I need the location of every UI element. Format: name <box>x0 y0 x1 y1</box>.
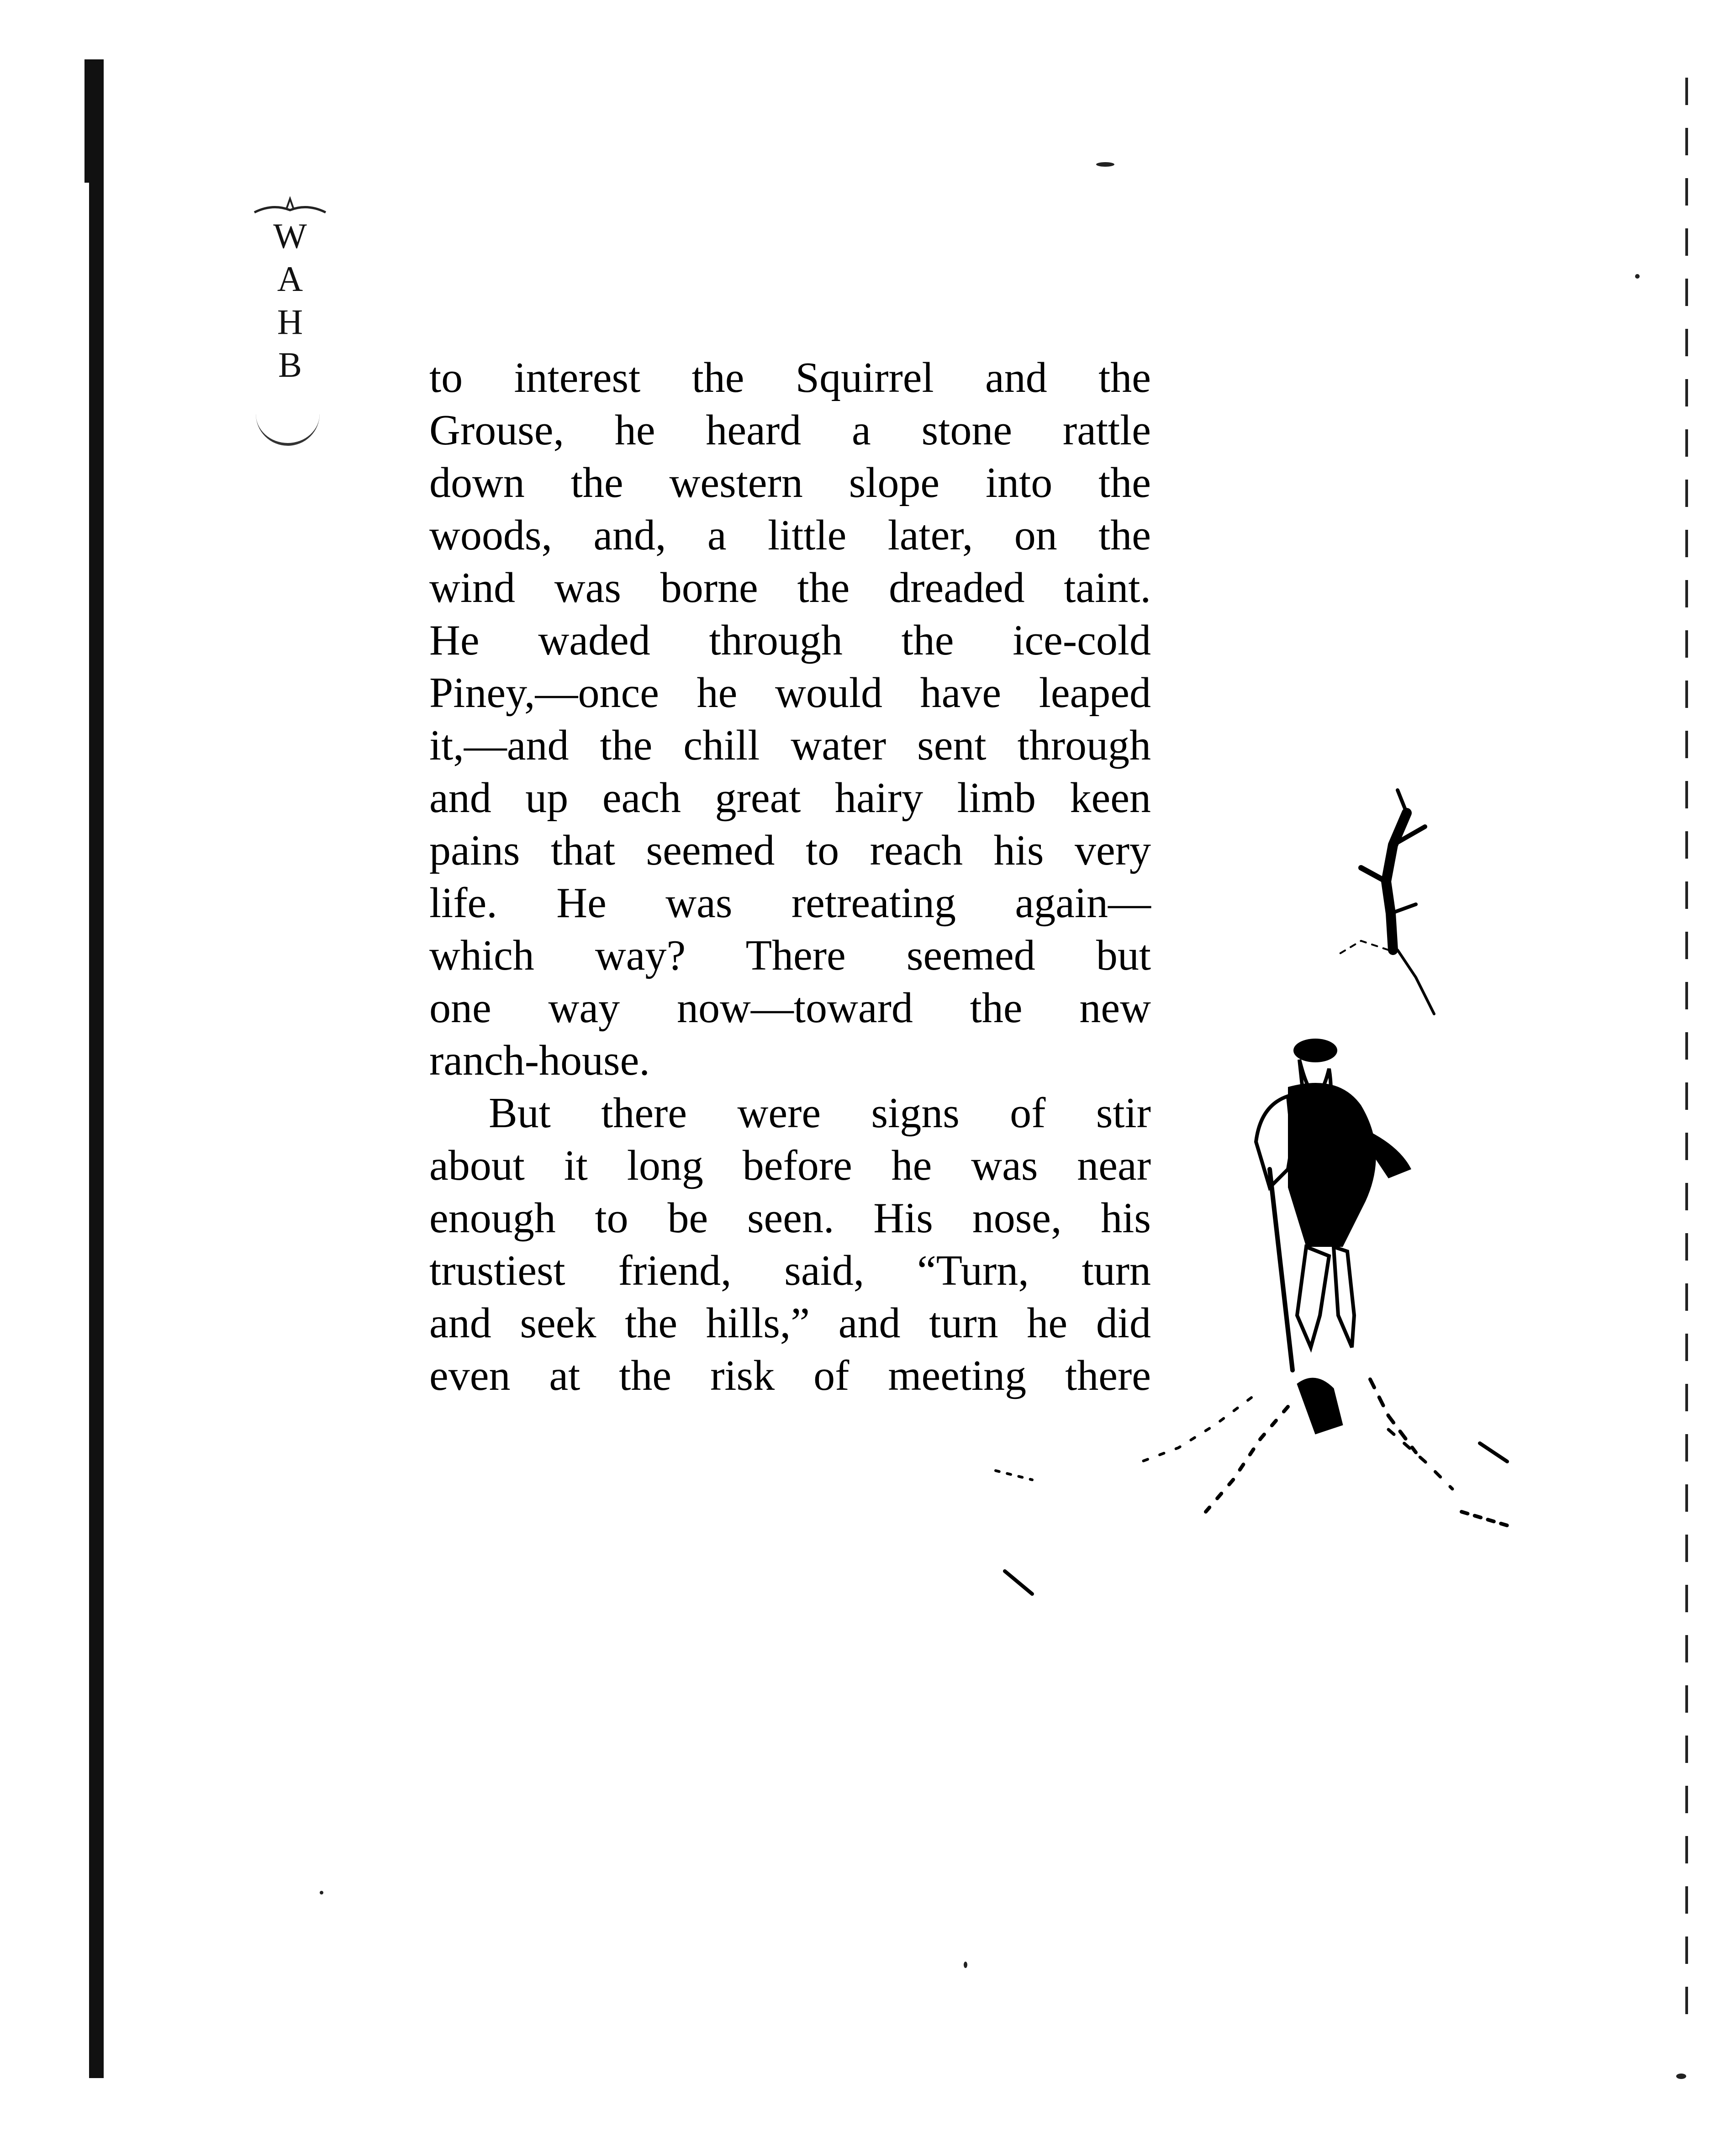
wahb-monogram <box>253 215 327 386</box>
text-line: He waded through the ice-cold <box>429 617 1151 664</box>
old-man-figure <box>1256 1039 1411 1370</box>
old-man-walking-illustration <box>941 776 1544 1667</box>
text-line: Grouse, he heard a stone rattle <box>429 406 1151 454</box>
text-line: down the western slope into the <box>429 459 1151 507</box>
monogram-letter: B <box>278 345 302 385</box>
text-line: wind was borne the dreaded taint. <box>429 564 1151 612</box>
monogram-letter: H <box>277 302 303 342</box>
text-line: to interest the Squirrel and the <box>429 354 1151 401</box>
text-line: ranch-house. <box>429 1037 650 1084</box>
hill-path <box>996 1378 1507 1594</box>
text-line: and seek the hills,” and turn he did <box>429 1299 1151 1347</box>
text-line: Piney,—once he would have leaped <box>429 669 1151 717</box>
scan-speck <box>1635 274 1640 279</box>
scan-edge-left <box>89 59 104 2078</box>
text-line: about it long before he was near <box>429 1142 1151 1189</box>
text-line: even at the risk of meeting there <box>429 1352 1151 1399</box>
text-line: and up each great hairy limb keen <box>429 774 1151 822</box>
scan-speck <box>1096 162 1114 167</box>
paragraph-start-line: But there were signs of stir <box>489 1089 1151 1137</box>
monogram-letter: A <box>277 259 303 299</box>
text-line: trustiest friend, said, “Turn, turn <box>429 1247 1151 1294</box>
text-line: which way? There seemed but <box>429 932 1151 979</box>
scan-speck <box>1676 2074 1686 2079</box>
seal-mark <box>256 388 320 446</box>
crown-flourish-icon <box>250 196 330 215</box>
text-line: it,—and the chill water sent through <box>429 722 1151 769</box>
dead-tree <box>1338 790 1434 1014</box>
text-line: enough to be seen. His nose, his <box>429 1194 1151 1242</box>
text-line: woods, and, a little later, on the <box>429 512 1151 559</box>
text-line: one way now—toward the new <box>429 984 1151 1032</box>
text-line: pains that seemed to reach his very <box>429 827 1151 874</box>
text-line: life. He was retreating again— <box>429 879 1151 927</box>
scan-speck <box>964 1962 967 1968</box>
scan-edge-right <box>1685 78 1688 2019</box>
monogram-letter: W <box>273 216 307 256</box>
scan-speck <box>320 1891 323 1894</box>
